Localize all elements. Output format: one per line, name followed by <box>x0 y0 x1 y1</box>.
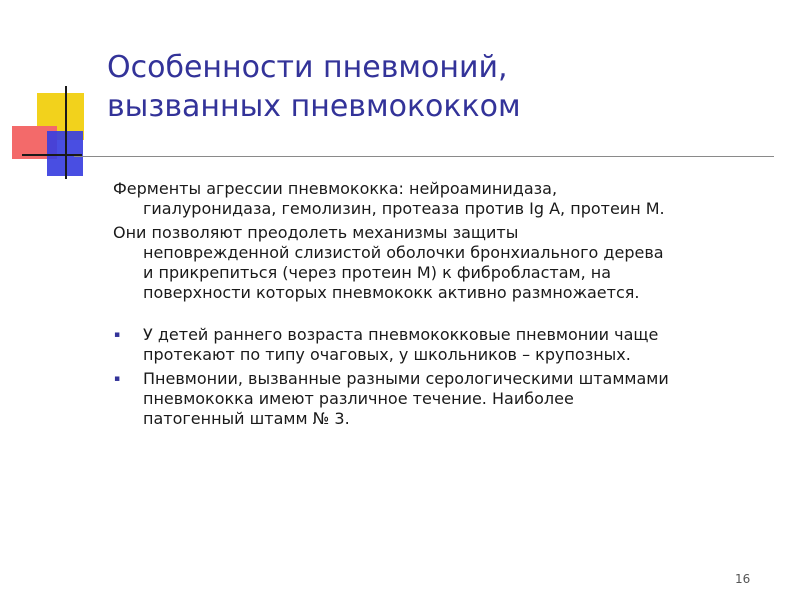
text-line: Пневмонии, вызванные разными серологическими штаммами <box>143 369 669 388</box>
decorative-horizontal-line <box>22 154 82 156</box>
text-line: неповрежденной слизистой оболочки бронхиального дерева <box>143 243 664 262</box>
slide-title <box>107 48 747 126</box>
text-line: протекают по типу очаговых, у школьников – крупозных. <box>143 345 631 364</box>
bullet-square-icon: ▪ <box>114 374 121 384</box>
slide-body <box>113 179 793 433</box>
text-line: Ферменты агрессии пневмококка: нейроаминидаза, <box>113 179 558 198</box>
paragraph-enzymes <box>113 179 793 219</box>
slide-title-line: вызванных пневмококком <box>107 89 521 124</box>
text-line: и прикрепиться (через протеин М) к фибробластам, на <box>143 263 612 282</box>
slide-title-line: Особенности пневмоний, <box>107 50 508 85</box>
text-line: гиалуронидаза, гемолизин, протеаза против Ig A, протеин М. <box>143 199 665 218</box>
bullet-item <box>113 369 793 429</box>
paragraph-defense <box>113 223 793 303</box>
title-divider <box>74 156 774 157</box>
text-line: У детей раннего возраста пневмококковые пневмонии чаще <box>143 325 659 344</box>
text-line: поверхности которых пневмококк активно размножается. <box>143 283 640 302</box>
text-line: пневмококка имеют различное течение. Наиболее <box>143 389 574 408</box>
text-line: патогенный штамм № 3. <box>143 409 350 428</box>
bullet-square-icon: ▪ <box>114 330 121 340</box>
page-number: 16 <box>735 572 751 586</box>
spacer <box>113 307 793 325</box>
bullet-item <box>113 325 793 365</box>
decorative-vertical-line <box>65 86 67 179</box>
text-line: Они позволяют преодолеть механизмы защиты <box>113 223 519 242</box>
